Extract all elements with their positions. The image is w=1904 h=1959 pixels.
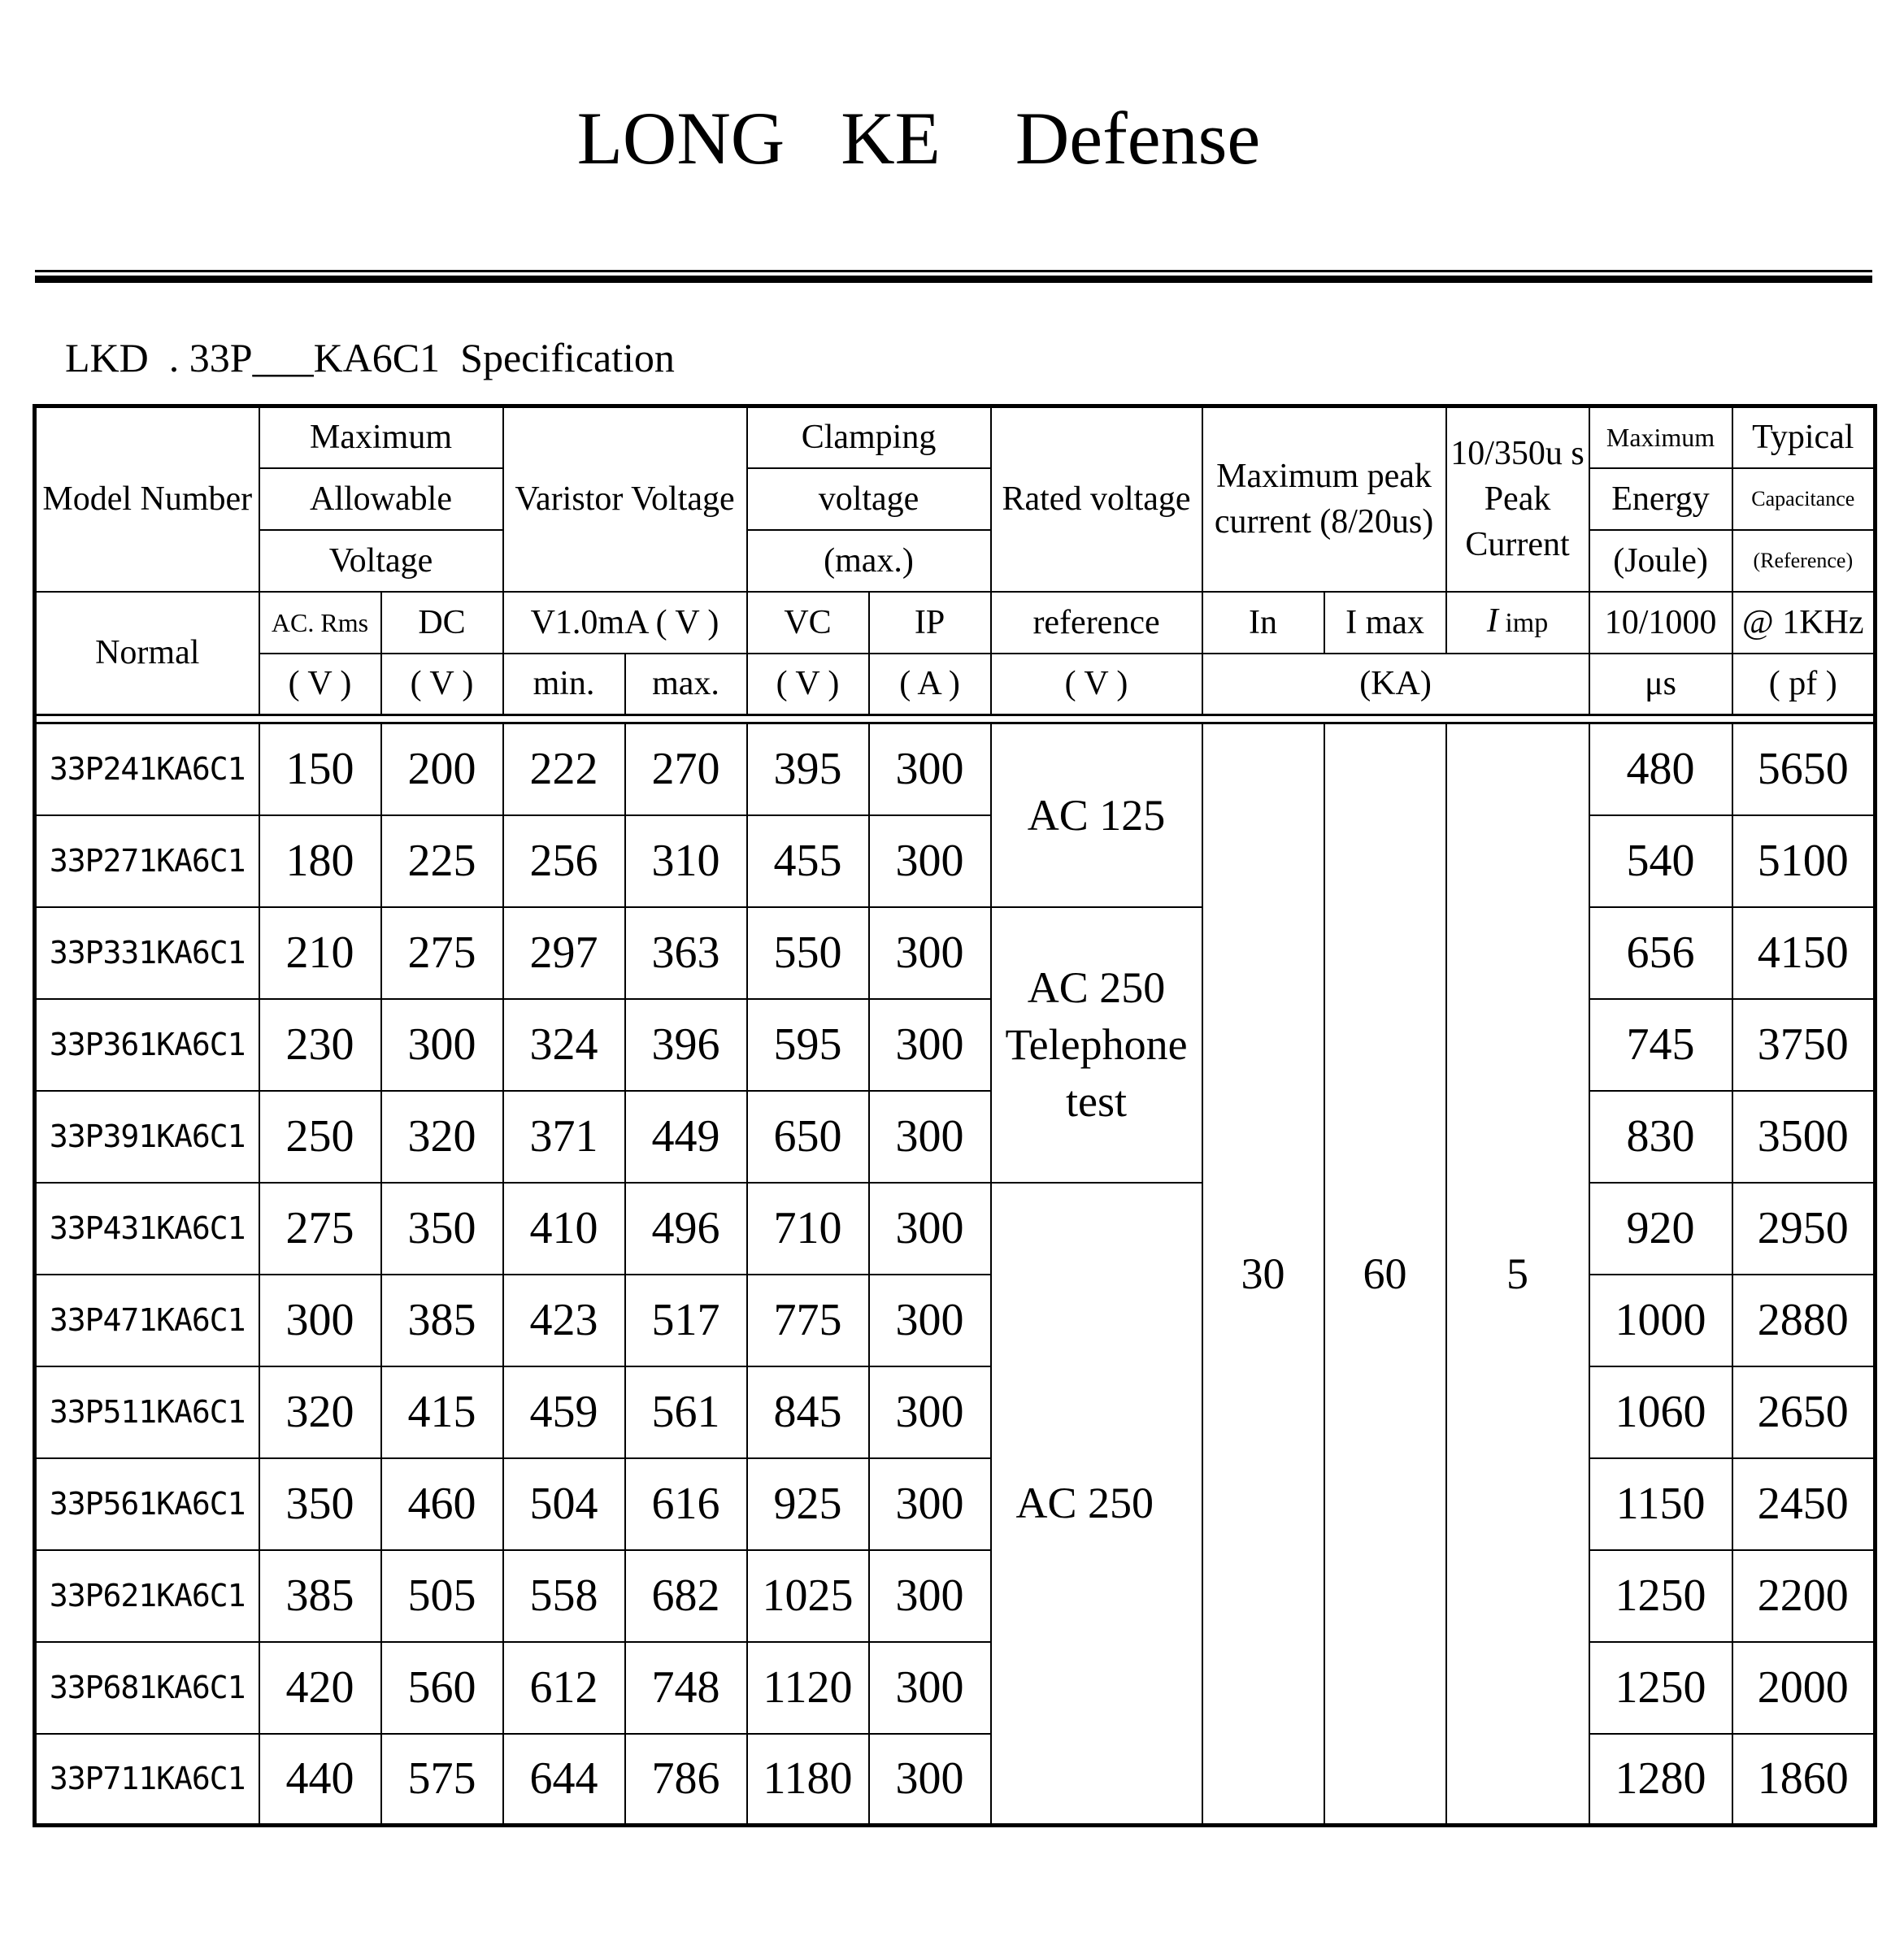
cell-capacitance: 2950 — [1732, 1183, 1876, 1275]
cell-ac-rms: 230 — [259, 999, 381, 1091]
cell-model: 33P271KA6C1 — [35, 815, 259, 907]
cell-vmax: 496 — [625, 1183, 747, 1275]
cell-vc: 1180 — [747, 1734, 869, 1826]
table-row — [35, 815, 1876, 907]
cell-ac-rms: 385 — [259, 1550, 381, 1642]
cell-model: 33P511KA6C1 — [35, 1366, 259, 1458]
header-max-peak-current: Maximum peak current (8/20us) — [1202, 406, 1446, 592]
unit-ac-rms: ( V ) — [259, 654, 381, 715]
unit-pf: ( pf ) — [1732, 654, 1876, 715]
cell-dc: 200 — [381, 723, 503, 815]
header-energy-test: 10/1000 — [1589, 592, 1732, 654]
cell-ip: 300 — [869, 723, 991, 815]
cell-dc: 560 — [381, 1642, 503, 1734]
cell-ac-rms: 210 — [259, 907, 381, 999]
cell-energy: 480 — [1589, 723, 1732, 815]
cell-ac-rms: 320 — [259, 1366, 381, 1458]
cell-ip: 300 — [869, 999, 991, 1091]
cell-vc: 1120 — [747, 1642, 869, 1734]
cell-energy: 1280 — [1589, 1734, 1732, 1826]
cell-energy: 656 — [1589, 907, 1732, 999]
cell-ip: 300 — [869, 1734, 991, 1826]
cell-ac-rms: 150 — [259, 723, 381, 815]
cell-vmax: 363 — [625, 907, 747, 999]
header-model-number: Model Number — [35, 406, 259, 592]
cell-model: 33P681KA6C1 — [35, 1642, 259, 1734]
header-varistor-voltage: Varistor Voltage — [503, 406, 747, 592]
cell-capacitance: 2000 — [1732, 1642, 1876, 1734]
header-rule-thick — [35, 276, 1872, 283]
cell-capacitance: 2200 — [1732, 1550, 1876, 1642]
cell-ip: 300 — [869, 1183, 991, 1275]
cell-capacitance: 3500 — [1732, 1091, 1876, 1183]
cell-vmin: 459 — [503, 1366, 625, 1458]
cell-vc: 710 — [747, 1183, 869, 1275]
cell-vc: 395 — [747, 723, 869, 815]
header-vc: VC — [747, 592, 869, 654]
cell-vmax: 748 — [625, 1642, 747, 1734]
cell-in-value: 30 — [1202, 723, 1324, 1826]
cell-vmax: 561 — [625, 1366, 747, 1458]
cell-vmin: 222 — [503, 723, 625, 815]
cell-ip: 300 — [869, 1458, 991, 1550]
cell-dc: 320 — [381, 1091, 503, 1183]
header-typical-capacitance-3: (Reference) — [1732, 530, 1876, 592]
header-max-energy-2: Energy — [1589, 468, 1732, 530]
cell-ip: 300 — [869, 1275, 991, 1366]
table-row — [35, 907, 1876, 999]
header-typical-capacitance-2: Capacitance — [1732, 468, 1876, 530]
header-cap-test: @ 1KHz — [1732, 592, 1876, 654]
cell-energy: 1250 — [1589, 1550, 1732, 1642]
unit-us: μs — [1589, 654, 1732, 715]
cell-capacitance: 2650 — [1732, 1366, 1876, 1458]
table-row — [35, 1734, 1876, 1826]
cell-imax-value: 60 — [1324, 723, 1446, 1826]
cell-capacitance: 5100 — [1732, 815, 1876, 907]
header-iimp — [1446, 592, 1589, 654]
cell-energy: 1250 — [1589, 1642, 1732, 1734]
unit-vmin: min. — [503, 654, 625, 715]
cell-vmin: 256 — [503, 815, 625, 907]
header-max-allowable-3: Voltage — [259, 530, 503, 592]
cell-capacitance: 2450 — [1732, 1458, 1876, 1550]
cell-dc: 225 — [381, 815, 503, 907]
cell-ip: 300 — [869, 815, 991, 907]
header-imax: I max — [1324, 592, 1446, 654]
cell-ip: 300 — [869, 1366, 991, 1458]
cell-dc: 505 — [381, 1550, 503, 1642]
cell-dc: 415 — [381, 1366, 503, 1458]
cell-ac-rms: 275 — [259, 1183, 381, 1275]
header-max-allowable-2: Allowable — [259, 468, 503, 530]
cell-ac-rms: 420 — [259, 1642, 381, 1734]
cell-ip: 300 — [869, 1091, 991, 1183]
cell-model: 33P391KA6C1 — [35, 1091, 259, 1183]
header-clamping-1: Clamping — [747, 406, 991, 468]
cell-energy: 1150 — [1589, 1458, 1732, 1550]
rated-voltage-ac250-telephone: AC 250 Telephone test — [991, 907, 1202, 1183]
header-max-allowable-1: Maximum — [259, 406, 503, 468]
cell-dc: 385 — [381, 1275, 503, 1366]
table-row — [35, 1642, 1876, 1734]
cell-vmax: 616 — [625, 1458, 747, 1550]
cell-vmax: 270 — [625, 723, 747, 815]
cell-capacitance: 2880 — [1732, 1275, 1876, 1366]
cell-model: 33P361KA6C1 — [35, 999, 259, 1091]
header-rule-thin — [35, 270, 1872, 272]
cell-vmax: 786 — [625, 1734, 747, 1826]
cell-vmin: 371 — [503, 1091, 625, 1183]
cell-iimp-value: 5 — [1446, 723, 1589, 1826]
cell-vc: 845 — [747, 1366, 869, 1458]
cell-dc: 575 — [381, 1734, 503, 1826]
cell-capacitance: 1860 — [1732, 1734, 1876, 1826]
cell-vmax: 449 — [625, 1091, 747, 1183]
header-ip: IP — [869, 592, 991, 654]
cell-energy: 830 — [1589, 1091, 1732, 1183]
cell-dc: 300 — [381, 999, 503, 1091]
cell-ac-rms: 180 — [259, 815, 381, 907]
table-row — [35, 999, 1876, 1091]
cell-energy: 745 — [1589, 999, 1732, 1091]
cell-model: 33P711KA6C1 — [35, 1734, 259, 1826]
cell-ac-rms: 250 — [259, 1091, 381, 1183]
page-title: LONG KE Defense — [576, 97, 1261, 180]
header-max-energy-1: Maximum — [1589, 406, 1732, 468]
cell-vmin: 423 — [503, 1275, 625, 1366]
table-row — [35, 1091, 1876, 1183]
spec-subtitle: LKD . 33P___KA6C1 Specification — [65, 335, 675, 380]
header-dc: DC — [381, 592, 503, 654]
cell-dc: 275 — [381, 907, 503, 999]
cell-model: 33P561KA6C1 — [35, 1458, 259, 1550]
cell-dc: 460 — [381, 1458, 503, 1550]
cell-model: 33P471KA6C1 — [35, 1275, 259, 1366]
cell-vmax: 517 — [625, 1275, 747, 1366]
cell-ip: 300 — [869, 1642, 991, 1734]
unit-dc: ( V ) — [381, 654, 503, 715]
cell-vmin: 324 — [503, 999, 625, 1091]
cell-energy: 1000 — [1589, 1275, 1732, 1366]
header-iimp-label: imp — [1498, 608, 1549, 638]
header-max-energy-3: (Joule) — [1589, 530, 1732, 592]
cell-vmax: 682 — [625, 1550, 747, 1642]
cell-vmax: 396 — [625, 999, 747, 1091]
header-iimp-symbol: I — [1486, 602, 1498, 640]
header-reference: reference — [991, 592, 1202, 654]
cell-model: 33P621KA6C1 — [35, 1550, 259, 1642]
table-row — [35, 1458, 1876, 1550]
cell-vmax: 310 — [625, 815, 747, 907]
cell-ac-rms: 440 — [259, 1734, 381, 1826]
table-row — [35, 1366, 1876, 1458]
cell-vmin: 612 — [503, 1642, 625, 1734]
unit-vc: ( V ) — [747, 654, 869, 715]
rated-voltage-ac125: AC 125 — [991, 723, 1202, 907]
header-10-350-peak-current: 10/350u s Peak Current — [1446, 406, 1589, 592]
cell-vc: 650 — [747, 1091, 869, 1183]
cell-energy: 540 — [1589, 815, 1732, 907]
cell-vmin: 504 — [503, 1458, 625, 1550]
table-row — [35, 1183, 1876, 1275]
table-row — [35, 1275, 1876, 1366]
unit-ip: ( A ) — [869, 654, 991, 715]
header-v1ma: V1.0mA ( V ) — [503, 592, 747, 654]
cell-model: 33P431KA6C1 — [35, 1183, 259, 1275]
unit-reference: ( V ) — [991, 654, 1202, 715]
cell-dc: 350 — [381, 1183, 503, 1275]
cell-vmin: 644 — [503, 1734, 625, 1826]
header-clamping-3: (max.) — [747, 530, 991, 592]
specification-table — [33, 404, 1877, 1827]
cell-model: 33P241KA6C1 — [35, 723, 259, 815]
cell-energy: 920 — [1589, 1183, 1732, 1275]
header-normal: Normal — [35, 592, 259, 715]
cell-energy: 1060 — [1589, 1366, 1732, 1458]
header-ac-rms: AC. Rms — [259, 592, 381, 654]
cell-vmin: 410 — [503, 1183, 625, 1275]
header-rated-voltage: Rated voltage — [991, 406, 1202, 592]
cell-ip: 300 — [869, 907, 991, 999]
cell-vc: 455 — [747, 815, 869, 907]
cell-ac-rms: 300 — [259, 1275, 381, 1366]
cell-capacitance: 3750 — [1732, 999, 1876, 1091]
table-row — [35, 1550, 1876, 1642]
header-clamping-2: voltage — [747, 468, 991, 530]
cell-ip: 300 — [869, 1550, 991, 1642]
unit-ka: (KA) — [1202, 654, 1589, 715]
cell-capacitance: 4150 — [1732, 907, 1876, 999]
header-separator — [35, 715, 1876, 723]
cell-vc: 925 — [747, 1458, 869, 1550]
cell-vmin: 558 — [503, 1550, 625, 1642]
table-row — [35, 723, 1876, 815]
header-typical-capacitance-1: Typical — [1732, 406, 1876, 468]
rated-voltage-ac250: AC 250 — [991, 1183, 1202, 1826]
cell-vmin: 297 — [503, 907, 625, 999]
cell-ac-rms: 350 — [259, 1458, 381, 1550]
cell-vc: 1025 — [747, 1550, 869, 1642]
cell-model: 33P331KA6C1 — [35, 907, 259, 999]
header-in: In — [1202, 592, 1324, 654]
cell-vc: 775 — [747, 1275, 869, 1366]
cell-vc: 550 — [747, 907, 869, 999]
cell-capacitance: 5650 — [1732, 723, 1876, 815]
cell-vc: 595 — [747, 999, 869, 1091]
unit-vmax: max. — [625, 654, 747, 715]
